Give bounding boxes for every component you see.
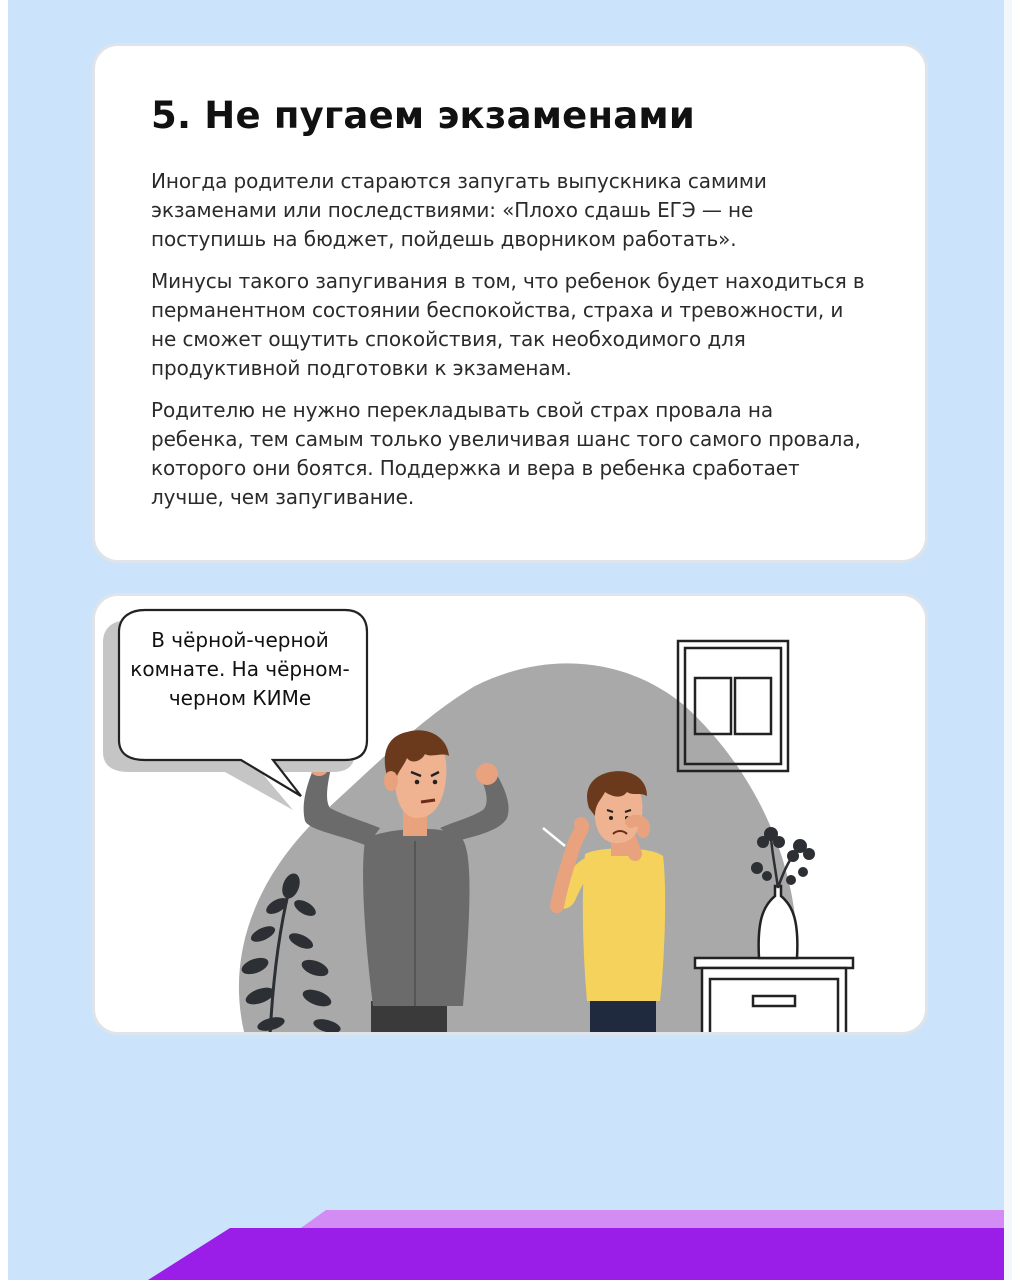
paragraph-3: Родителю не нужно перекладывать свой страх провала на ребенка, тем самым только увеличивая шанс того самого провала, которого они боятся. Поддержка и вера в ребенка сработает лучше, чем запугивание.: [151, 398, 861, 509]
page-edge: [1004, 0, 1012, 1280]
dresser: [695, 958, 853, 1032]
illustration-card: [92, 593, 928, 1035]
band-dark: [148, 1228, 1012, 1280]
page: [8, 0, 1012, 1280]
paragraph-1: Иногда родители стараются запугать выпускника самими экзаменами или последствиями: «Плохо сдашь ЕГЭ — не поступишь на бюджет, пойдешь дворником работать».: [151, 169, 767, 251]
paragraph-2: Минусы такого запугивания в том, что ребенок будет находиться в перманентном состоянии беспокойства, страха и тревожности, и не сможет ощутить спокойствия, так необходимого для продуктивной подготовки к экзаменам.: [151, 269, 865, 380]
bottom-decoration: [8, 1200, 1012, 1280]
section-title: 5. Не пугаем экзаменами: [151, 94, 695, 137]
speech-bubble-text: В чёрной-черной комнате. На чёрном-черном КИМе: [130, 628, 350, 710]
band-light: [298, 1210, 1012, 1230]
text-card: [92, 43, 928, 563]
